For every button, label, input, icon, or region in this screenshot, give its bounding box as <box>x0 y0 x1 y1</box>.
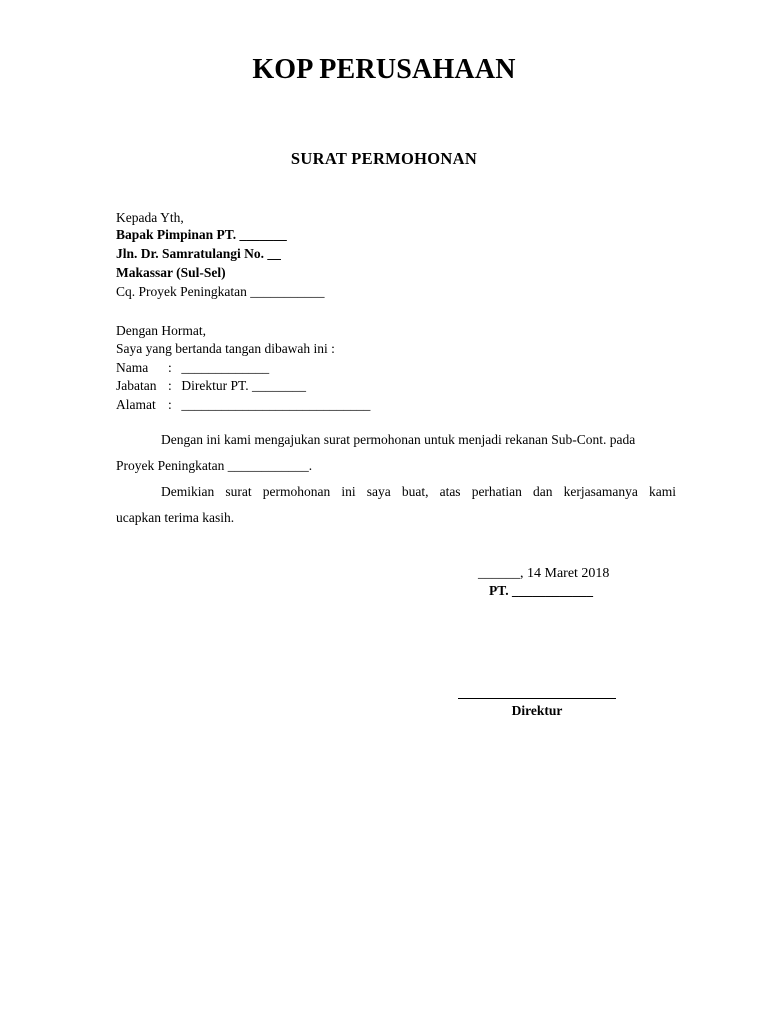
letterhead-title: KOP PERUSAHAAN <box>252 54 516 85</box>
field-value: _____________ <box>181 360 270 375</box>
recipient-city: Makassar (Sul-Sel) <box>116 265 226 280</box>
letter-title: SURAT PERMOHONAN <box>290 149 478 168</box>
greeting: Dengan Hormat, <box>116 323 206 338</box>
field-label: Alamat <box>116 397 156 412</box>
body-paragraph-1-line-1: Dengan ini kami mengajukan surat permohonan untuk menjadi rekanan Sub-Cont. pada <box>161 432 636 447</box>
field-value: Direktur PT. ________ <box>181 378 306 393</box>
field-colon: : <box>168 378 172 393</box>
body-paragraph-2-line-2: ucapkan terima kasih. <box>116 510 235 525</box>
signature-date: ______, 14 Maret 2018 <box>478 566 610 581</box>
field-colon: : <box>168 397 172 412</box>
field-nama <box>116 359 269 377</box>
field-value: ____________________________ <box>181 397 371 412</box>
recipient-salutation: Kepada Yth, <box>116 210 184 225</box>
intro-text: Saya yang bertanda tangan dibawah ini : <box>116 341 335 356</box>
recipient-street: Jln. Dr. Samratulangi No. __ <box>116 246 281 261</box>
field-colon: : <box>168 360 172 375</box>
body-paragraph-1-line-2: Proyek Peningkatan ____________. <box>116 458 313 473</box>
recipient-cq: Cq. Proyek Peningkatan ___________ <box>116 284 325 299</box>
recipient-name: Bapak Pimpinan PT. _______ <box>116 227 287 242</box>
signature-company: PT. ____________ <box>489 583 593 598</box>
field-label: Jabatan <box>116 378 157 393</box>
body-paragraph-2-line-1: Demikian surat permohonan ini saya buat, atas perhatian dan kerjasamanya kami <box>161 484 676 499</box>
field-jabatan <box>116 377 306 395</box>
field-alamat <box>116 396 370 414</box>
signature-line <box>458 698 616 699</box>
field-label: Nama <box>116 360 149 375</box>
signature-title: Direktur <box>511 703 563 718</box>
